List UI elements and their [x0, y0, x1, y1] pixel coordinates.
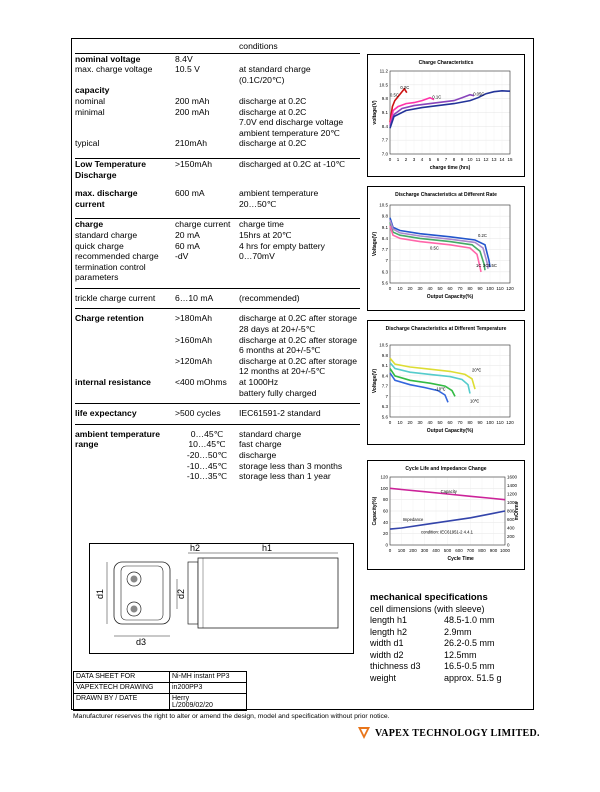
- y-tick-label: 0: [385, 542, 388, 548]
- ambient-value-2: 10…45℃: [188, 439, 226, 450]
- mech-value: 2.9mm: [444, 626, 472, 637]
- footer-value: Ni-MH instant PP3: [170, 672, 247, 683]
- y-tick-label: 9.8: [381, 96, 388, 102]
- minimal-capacity-cond3: ambient temperature 20℃: [239, 127, 340, 138]
- y-tick-label: 10.5: [379, 342, 388, 348]
- mech-value: 26.2-0.5 mm: [444, 638, 495, 648]
- x-tick-label: 10: [397, 286, 403, 291]
- minimal-capacity-value: 200 mAh: [175, 106, 210, 117]
- y-tick-label: 100: [380, 485, 388, 491]
- y-tick-label: 5.6: [381, 414, 388, 420]
- internal-resistance-cond2: battery fully charged: [239, 387, 317, 398]
- recommended-charge-cond: 0…70mV: [239, 251, 275, 262]
- nominal-capacity-value: 200 mAh: [175, 95, 210, 106]
- retention-cond-1a: discharge at 0.2C after storage: [239, 313, 357, 324]
- mech-value: 16.5-0.5 mm: [444, 661, 495, 671]
- max-charge-voltage-value: 10.5 V: [175, 64, 200, 75]
- typical-capacity-value: 210mAh: [175, 138, 208, 149]
- footer-key: VAPEXTECH DRAWING: [74, 683, 170, 694]
- x-tick-label: 600: [455, 548, 463, 553]
- x-tick-label: 700: [466, 548, 475, 553]
- footer-value: Herry: [172, 695, 190, 702]
- x-tick-label: 0: [388, 157, 392, 162]
- x-tick-label: 800: [478, 548, 486, 553]
- internal-resistance-cond1: at 1000Hz: [239, 377, 279, 388]
- y-tick-label: 7: [385, 258, 388, 264]
- y-axis-label: Capacity(%): [372, 496, 378, 526]
- retention-value-1: >180mAh: [175, 313, 213, 324]
- series-annotation: 0.5C: [430, 245, 439, 251]
- y-tick-label: 9.8: [381, 352, 388, 358]
- cycle-life-chart: [367, 460, 525, 570]
- nominal-voltage-label: nominal voltage: [75, 53, 141, 64]
- x-tick-label: 500: [443, 548, 452, 553]
- y2-tick-label: 800: [507, 508, 515, 514]
- recommended-charge-value: -dV: [175, 251, 189, 262]
- quick-charge-label: quick charge: [75, 240, 124, 251]
- ambient-label: ambient temperature: [75, 428, 161, 439]
- mech-key: length h1: [370, 615, 408, 625]
- y-axis-label: Voltage(V): [372, 368, 378, 394]
- nominal-voltage-value: 8.4V: [175, 53, 193, 64]
- ambient-cond-2: fast charge: [239, 439, 282, 450]
- ambient-cond-3: discharge: [239, 450, 277, 460]
- x-tick-label: 200: [409, 548, 417, 553]
- x-tick-label: 100: [486, 420, 494, 425]
- y-axis-label: Voltage(V): [372, 231, 378, 257]
- x-tick-label: 3: [412, 157, 416, 162]
- y-tick-label: 9.8: [381, 213, 388, 219]
- mechanical-title: mechanical specifications: [370, 592, 488, 603]
- series-annotation: 0.05C: [473, 91, 485, 97]
- chart-title: Charge Characteristics: [418, 60, 474, 66]
- x-tick-label: 100: [486, 286, 494, 291]
- internal-resistance-value: <400 mOhms: [175, 377, 227, 388]
- mechanical-subtitle: cell dimensions (with sleeve): [370, 603, 485, 614]
- x-tick-label: 30: [417, 286, 423, 291]
- x-tick-label: 20: [407, 286, 413, 291]
- x-tick-label: 11: [475, 157, 481, 162]
- charge-time-heading: charge time: [239, 219, 284, 230]
- ambient-cond-4: storage less than 3 months: [239, 460, 343, 471]
- low-temp-label2: Discharge: [75, 169, 117, 180]
- retention-value-2: >160mAh: [175, 334, 213, 345]
- recommended-charge-label3: parameters: [75, 272, 119, 283]
- x-tick-label: 0: [388, 420, 392, 425]
- capacity-heading: capacity: [75, 85, 110, 96]
- mech-value: approx. 51.5 g: [444, 672, 502, 683]
- retention-cond-2b: 6 months at 20+/-5℃: [239, 345, 321, 356]
- discharge-rate-chart: [367, 186, 525, 311]
- retention-label: Charge retention: [75, 313, 144, 324]
- y2-tick-label: 1400: [507, 483, 518, 488]
- side-view-body: [198, 558, 338, 628]
- max-discharge-label2: current: [75, 198, 105, 209]
- x-tick-label: 1: [396, 157, 400, 162]
- max-discharge-label: max. discharge: [75, 188, 138, 199]
- x-tick-label: 100: [397, 548, 406, 553]
- x-tick-label: 30: [417, 420, 423, 425]
- series-line: [390, 91, 510, 129]
- y-tick-label: 20: [382, 531, 388, 537]
- series-annotation: 10℃: [470, 398, 480, 404]
- chart-title: Cycle Life and Impedance Change: [405, 466, 487, 472]
- x-tick-label: 1000: [499, 548, 511, 553]
- x-tick-label: 14: [499, 157, 505, 162]
- x-tick-label: 90: [477, 286, 483, 291]
- x-tick-label: 90: [477, 420, 483, 425]
- series-annotation: 0.1C: [432, 94, 442, 100]
- charge-current-heading: charge current: [175, 219, 231, 230]
- standard-charge-cond: 15hrs at 20℃: [239, 229, 292, 240]
- x-axis-label: charge time (hrs): [429, 165, 471, 171]
- x-tick-label: 20: [407, 420, 413, 425]
- y-tick-label: 6.3: [381, 404, 388, 410]
- company-logo-icon: [357, 726, 371, 740]
- x-tick-label: 4: [420, 157, 424, 162]
- low-temp-cond: discharged at 0.2C at -10℃: [239, 158, 346, 169]
- x-tick-label: 7: [444, 157, 448, 162]
- y2-tick-label: 1200: [507, 491, 518, 497]
- x-tick-label: 2: [404, 157, 408, 162]
- x-tick-label: 15: [507, 157, 513, 162]
- ambient-cond-1: standard charge: [239, 428, 302, 439]
- x-tick-label: 8: [452, 157, 456, 162]
- trickle-label: trickle charge current: [75, 292, 156, 303]
- minimal-capacity-label: minimal: [75, 106, 105, 117]
- dimension-drawing-svg: [90, 544, 353, 653]
- ambient-cond-5: storage less than 1 year: [239, 471, 331, 482]
- series-annotation: 0.2C: [400, 84, 410, 90]
- y-tick-label: 9.1: [381, 363, 388, 369]
- mechanical-specifications: [370, 592, 502, 684]
- y-tick-label: 7.7: [381, 137, 388, 143]
- standard-charge-label: standard charge: [75, 229, 138, 240]
- x-tick-label: 50: [437, 420, 443, 425]
- nominal-capacity-label: nominal: [75, 95, 106, 106]
- mech-key: weight: [370, 672, 397, 683]
- mech-value: 48.5-1.0 mm: [444, 615, 495, 625]
- y-tick-label: 8.4: [381, 123, 388, 129]
- low-temp-value: >150mAh: [175, 158, 213, 169]
- y-tick-label: 120: [380, 474, 388, 480]
- trickle-cond: (recommended): [239, 292, 300, 303]
- side-terminal-block: [188, 562, 198, 624]
- x-tick-label: 120: [506, 286, 514, 291]
- quick-charge-cond: 4 hrs for empty battery: [239, 240, 325, 251]
- y-tick-label: 8.4: [381, 235, 388, 241]
- x-axis-label: Cycle Time: [447, 556, 474, 562]
- discharge-temperature-chart: [367, 320, 525, 445]
- minimal-capacity-cond2: 7.0V end discharge voltage: [239, 117, 344, 128]
- end-view-outline: [114, 562, 170, 624]
- retention-cond-1b: 28 days at 20+/-5℃: [239, 324, 316, 335]
- x-tick-label: 13: [491, 157, 497, 162]
- series-annotation: 1C: [476, 263, 482, 269]
- x-tick-label: 80: [467, 286, 473, 291]
- x-tick-label: 300: [420, 548, 429, 553]
- h2-label: h2: [190, 544, 201, 553]
- x-axis-label: Output Capacity(%): [426, 294, 474, 300]
- y2-tick-label: 1600: [507, 474, 518, 480]
- y2-tick-label: 1000: [507, 500, 518, 505]
- ambient-value-1: 0…45℃: [190, 428, 224, 439]
- x-axis-label: Output Capacity(%): [426, 428, 474, 434]
- charge-characteristics-svg: [368, 55, 524, 176]
- x-tick-label: 50: [437, 286, 443, 291]
- recommended-charge-label2: termination control: [75, 261, 146, 272]
- company-name: VAPEX TECHNOLOGY LIMITED.: [375, 727, 540, 739]
- series-annotation: condition: IEC61951-2 4.4.1: [421, 529, 473, 535]
- y2-tick-label: 0: [507, 542, 510, 548]
- disclaimer-note: Manufacturer reserves the right to alter or amend the design, model and specification without prior notice.: [73, 713, 390, 720]
- mech-key: width d2: [370, 649, 404, 660]
- trickle-value: 6…10 mA: [175, 292, 214, 303]
- life-label: life expectancy: [75, 408, 137, 419]
- quick-charge-value: 60 mA: [175, 240, 200, 251]
- series-line: [390, 98, 434, 125]
- x-tick-label: 70: [457, 420, 463, 425]
- y-tick-label: 7.7: [381, 383, 388, 389]
- terminal-positive-core: [131, 576, 138, 583]
- y-tick-label: 5.6: [381, 280, 388, 286]
- typical-capacity-cond: discharge at 0.2C: [239, 138, 307, 149]
- ambient-value-3: -20…50℃: [186, 450, 228, 460]
- x-tick-label: 40: [427, 286, 433, 291]
- x-tick-label: 80: [467, 420, 473, 425]
- d2-label: d2: [176, 588, 186, 599]
- y2-tick-label: 200: [507, 534, 515, 539]
- retention-cond-3b: 12 months at 20+/-5℃: [239, 366, 326, 377]
- spec-table: [75, 41, 360, 482]
- footer-key: DATA SHEET FOR: [74, 672, 170, 683]
- x-tick-label: 9: [460, 157, 464, 162]
- terminal-negative-core: [131, 606, 138, 613]
- y2-tick-label: 600: [507, 517, 515, 522]
- y-tick-label: 8.4: [381, 373, 388, 379]
- y-tick-label: 10.5: [379, 82, 388, 88]
- footer-key: DRAWN BY / DATE: [74, 694, 170, 711]
- cycle-life-svg: [368, 461, 524, 569]
- y-tick-label: 11.2: [379, 68, 388, 74]
- dimension-drawing: [89, 543, 354, 654]
- series-annotation: Impedance: [402, 517, 424, 523]
- low-temp-label: Low Temperature: [75, 158, 146, 169]
- x-tick-label: 110: [496, 286, 504, 291]
- y-tick-label: 7.0: [381, 151, 388, 157]
- y-axis-label: voltage(V): [372, 100, 378, 125]
- series-annotation: Capacity: [440, 488, 457, 494]
- max-charge-voltage-cond2: (0.1C/20℃): [239, 74, 285, 85]
- x-tick-label: 6: [436, 157, 440, 162]
- footer-date: L/2009/02/20: [172, 702, 213, 709]
- mech-key: thichness d3: [370, 661, 421, 671]
- footer-table: [73, 671, 247, 711]
- charge-characteristics-chart: [367, 54, 525, 177]
- x-tick-label: 10: [467, 157, 473, 162]
- y-tick-label: 80: [382, 497, 388, 503]
- ambient-value-4: -10…45℃: [186, 460, 228, 471]
- minimal-capacity-cond1: discharge at 0.2C: [239, 106, 307, 117]
- y-tick-label: 7: [385, 393, 388, 399]
- series-annotation: 2C: [483, 263, 489, 269]
- chart-title: Discharge Characteristics at Different Rate: [395, 192, 497, 198]
- x-tick-label: 40: [427, 420, 433, 425]
- footer-value: in200PP3: [170, 683, 247, 694]
- mech-value: 12.5mm: [444, 649, 477, 660]
- y2-tick-label: 400: [507, 525, 515, 531]
- series-annotation: -10℃: [435, 386, 446, 392]
- x-tick-label: 900: [489, 548, 498, 553]
- conditions-header: conditions: [239, 41, 278, 51]
- series-annotation: 20℃: [472, 367, 482, 373]
- x-tick-label: 110: [496, 420, 504, 425]
- y-tick-label: 7.7: [381, 247, 388, 253]
- life-cond: IEC61591-2 standard: [239, 408, 321, 419]
- y-tick-label: 6.3: [381, 269, 388, 275]
- y-tick-label: 60: [382, 508, 388, 514]
- y-tick-label: 40: [382, 519, 388, 525]
- x-tick-label: 0: [388, 286, 392, 291]
- nominal-capacity-cond: discharge at 0.2C: [239, 95, 307, 106]
- d1-label: d1: [95, 588, 105, 599]
- mechanical-table: [370, 615, 502, 684]
- x-tick-label: 60: [447, 286, 453, 291]
- series-annotation: 0.5C: [390, 92, 399, 98]
- x-tick-label: 400: [432, 548, 440, 553]
- typical-capacity-label: typical: [75, 138, 100, 149]
- chart-title: Discharge Characteristics at Different Temperature: [385, 326, 507, 332]
- x-tick-label: 60: [447, 420, 453, 425]
- x-tick-label: 70: [457, 286, 463, 291]
- retention-cond-3a: discharge at 0.2C after storage: [239, 355, 357, 366]
- x-tick-label: 0: [388, 548, 392, 553]
- company-logo: [357, 726, 540, 740]
- x-tick-label: 12: [483, 157, 489, 162]
- y-tick-label: 9.1: [381, 224, 388, 230]
- recommended-charge-label: recommended charge: [75, 251, 159, 262]
- mech-key: length h2: [370, 626, 408, 637]
- h1-label: h1: [262, 544, 273, 553]
- max-charge-voltage-cond: at standard charge: [239, 64, 311, 75]
- y-tick-label: 9.1: [381, 110, 388, 115]
- mech-key: width d1: [370, 638, 404, 648]
- standard-charge-value: 20 mA: [175, 229, 200, 240]
- d3-label: d3: [136, 637, 147, 647]
- discharge-temperature-svg: [368, 321, 524, 444]
- series-annotation: 0.5C: [488, 263, 497, 269]
- x-tick-label: 10: [397, 420, 403, 425]
- life-value: >500 cycles: [175, 408, 221, 419]
- max-discharge-cond1: ambient temperature: [239, 188, 319, 199]
- ambient-value-5: -10…35℃: [186, 471, 228, 482]
- series-annotation: 0.2C: [478, 232, 487, 238]
- max-discharge-cond2: 20…50℃: [239, 198, 277, 209]
- max-charge-voltage-label: max. charge voltage: [75, 64, 153, 75]
- retention-cond-2a: discharge at 0.2C after storage: [239, 334, 357, 345]
- x-tick-label: 5: [428, 157, 432, 162]
- retention-value-3: >120mAh: [175, 355, 213, 366]
- y2-axis-label: mOhms: [514, 501, 520, 521]
- internal-resistance-label: internal resistance: [75, 377, 151, 388]
- charge-heading: charge: [75, 219, 104, 230]
- max-discharge-value: 600 mA: [175, 188, 205, 199]
- x-tick-label: 120: [506, 420, 514, 425]
- y-tick-label: 10.5: [379, 202, 388, 208]
- discharge-rate-svg: [368, 187, 524, 310]
- ambient-label2: range: [75, 439, 99, 450]
